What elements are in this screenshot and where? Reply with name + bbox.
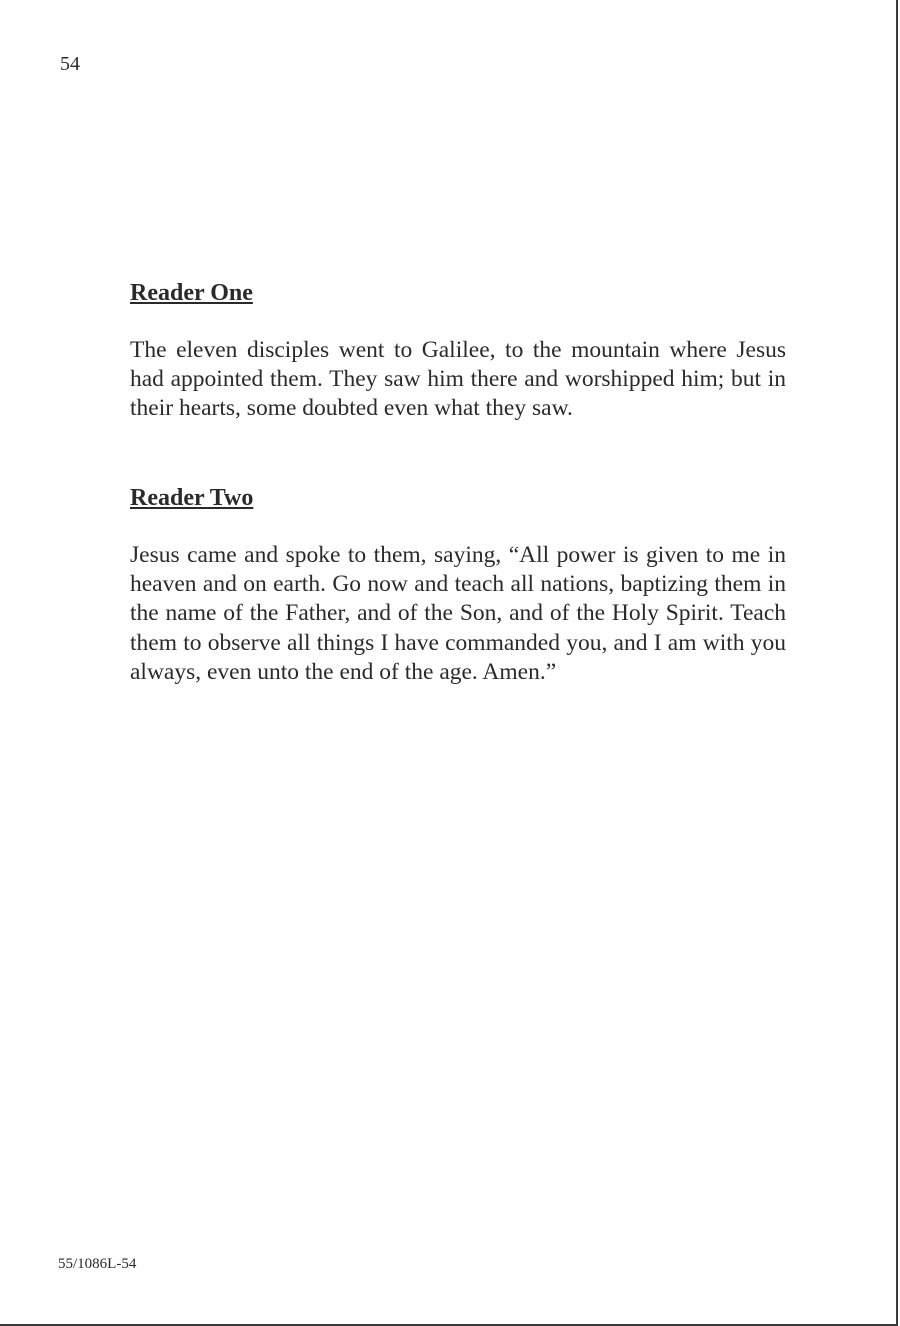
reader-two-passage: Jesus came and spoke to them, saying, “All power is given to me in heaven and on earth. Go now and teach all nations, baptizing them in the name of the Father, and of the Son, and of the Holy Spirit. Teach them to observe all things I have commanded you, and I am with you always, even unto the end of the age. Amen.” <box>130 542 786 685</box>
reader-one-heading: Reader One <box>130 280 253 306</box>
reader-one-section <box>130 278 786 424</box>
footer-code: 55/1086L-54 <box>58 1256 137 1272</box>
reader-two-section <box>130 483 786 687</box>
reader-one-passage: The eleven disciples went to Galilee, to the mountain where Jesus had appointed them. They saw him there and worshipped him; but in their hearts, some doubted even what they saw. <box>130 337 786 422</box>
page-number: 54 <box>60 53 80 75</box>
reader-two-heading: Reader Two <box>130 485 254 511</box>
